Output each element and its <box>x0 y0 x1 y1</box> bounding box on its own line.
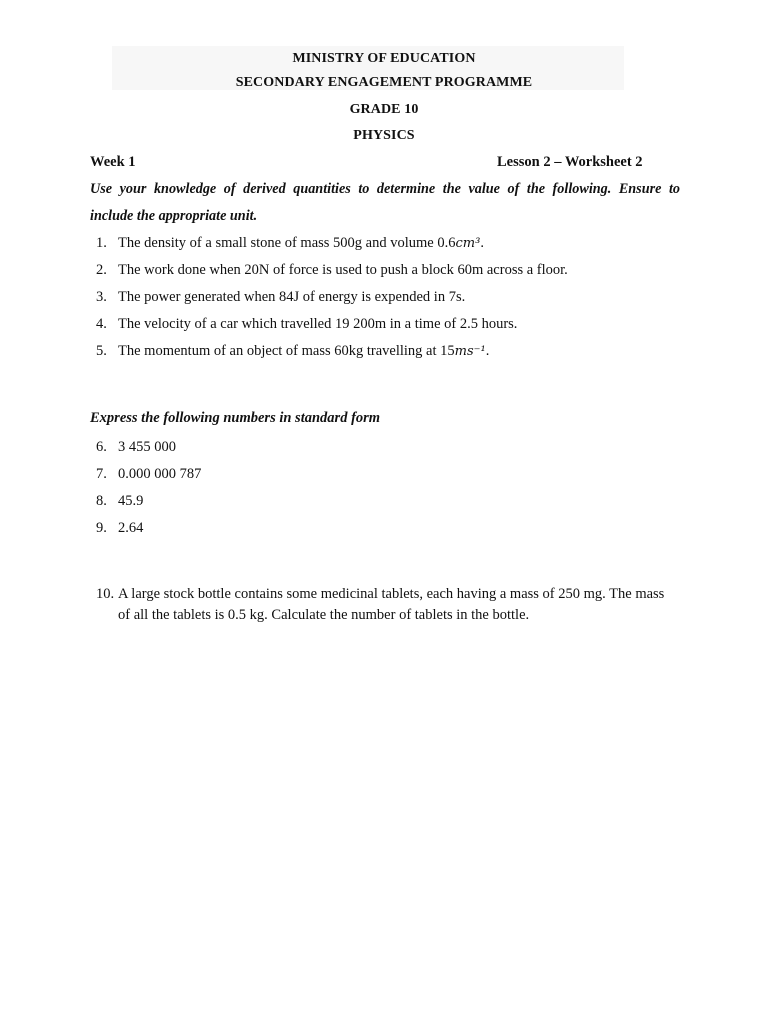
instruction-line-1: Use your knowledge of derived quantities to determine the value of the following. Ensure to <box>90 181 680 197</box>
question-number: 3. <box>96 289 107 305</box>
grade-title: GRADE 10 <box>349 102 419 117</box>
question-5 <box>118 343 489 360</box>
question-number: 10. <box>96 586 115 602</box>
programme-title: SECONDARY ENGAGEMENT PROGRAMME <box>235 75 533 90</box>
item-number: 9. <box>96 520 107 536</box>
question-text: The density of a small stone of mass 500g and volume 0.6 <box>118 235 456 251</box>
question-3: The power generated when 84J of energy is expended in 7s. <box>118 289 466 305</box>
lesson-label: Lesson 2 – Worksheet 2 <box>497 154 643 170</box>
question-text: The momentum of an object of mass 60kg travelling at 15 <box>118 343 455 359</box>
item-8: 45.9 <box>118 493 144 509</box>
question-2: The work done when 20N of force is used to push a block 60m across a floor. <box>118 262 568 278</box>
item-9: 2.64 <box>118 520 144 536</box>
week-label: Week 1 <box>90 154 136 170</box>
question-4: The velocity of a car which travelled 19 200m in a time of 2.5 hours. <box>118 316 518 332</box>
question-tail: . <box>485 343 490 359</box>
subject-title: PHYSICS <box>353 128 415 143</box>
item-7: 0.000 000 787 <box>118 466 202 482</box>
unit-math: ms⁻¹ <box>454 344 486 359</box>
question-tail: . <box>480 235 484 251</box>
item-number: 8. <box>96 493 107 509</box>
question-1 <box>118 235 484 252</box>
item-number: 7. <box>96 466 107 482</box>
ministry-title: MINISTRY OF EDUCATION <box>292 51 476 66</box>
question-number: 2. <box>96 262 107 278</box>
question-number: 4. <box>96 316 107 332</box>
item-6: 3 455 000 <box>118 439 176 455</box>
standard-form-heading: Express the following numbers in standard form <box>90 410 381 426</box>
instruction-line-2: include the appropriate unit. <box>90 208 258 224</box>
question-10: A large stock bottle contains some medicinal tablets, each having a mass of 250 mg. The mass of all the tablets is 0.5 kg. Calculate the number of tablets in the bottle. <box>118 586 665 623</box>
item-number: 6. <box>96 439 107 455</box>
question-number: 5. <box>96 343 107 359</box>
unit-math: cm³ <box>455 236 481 251</box>
question-number: 1. <box>96 235 107 251</box>
